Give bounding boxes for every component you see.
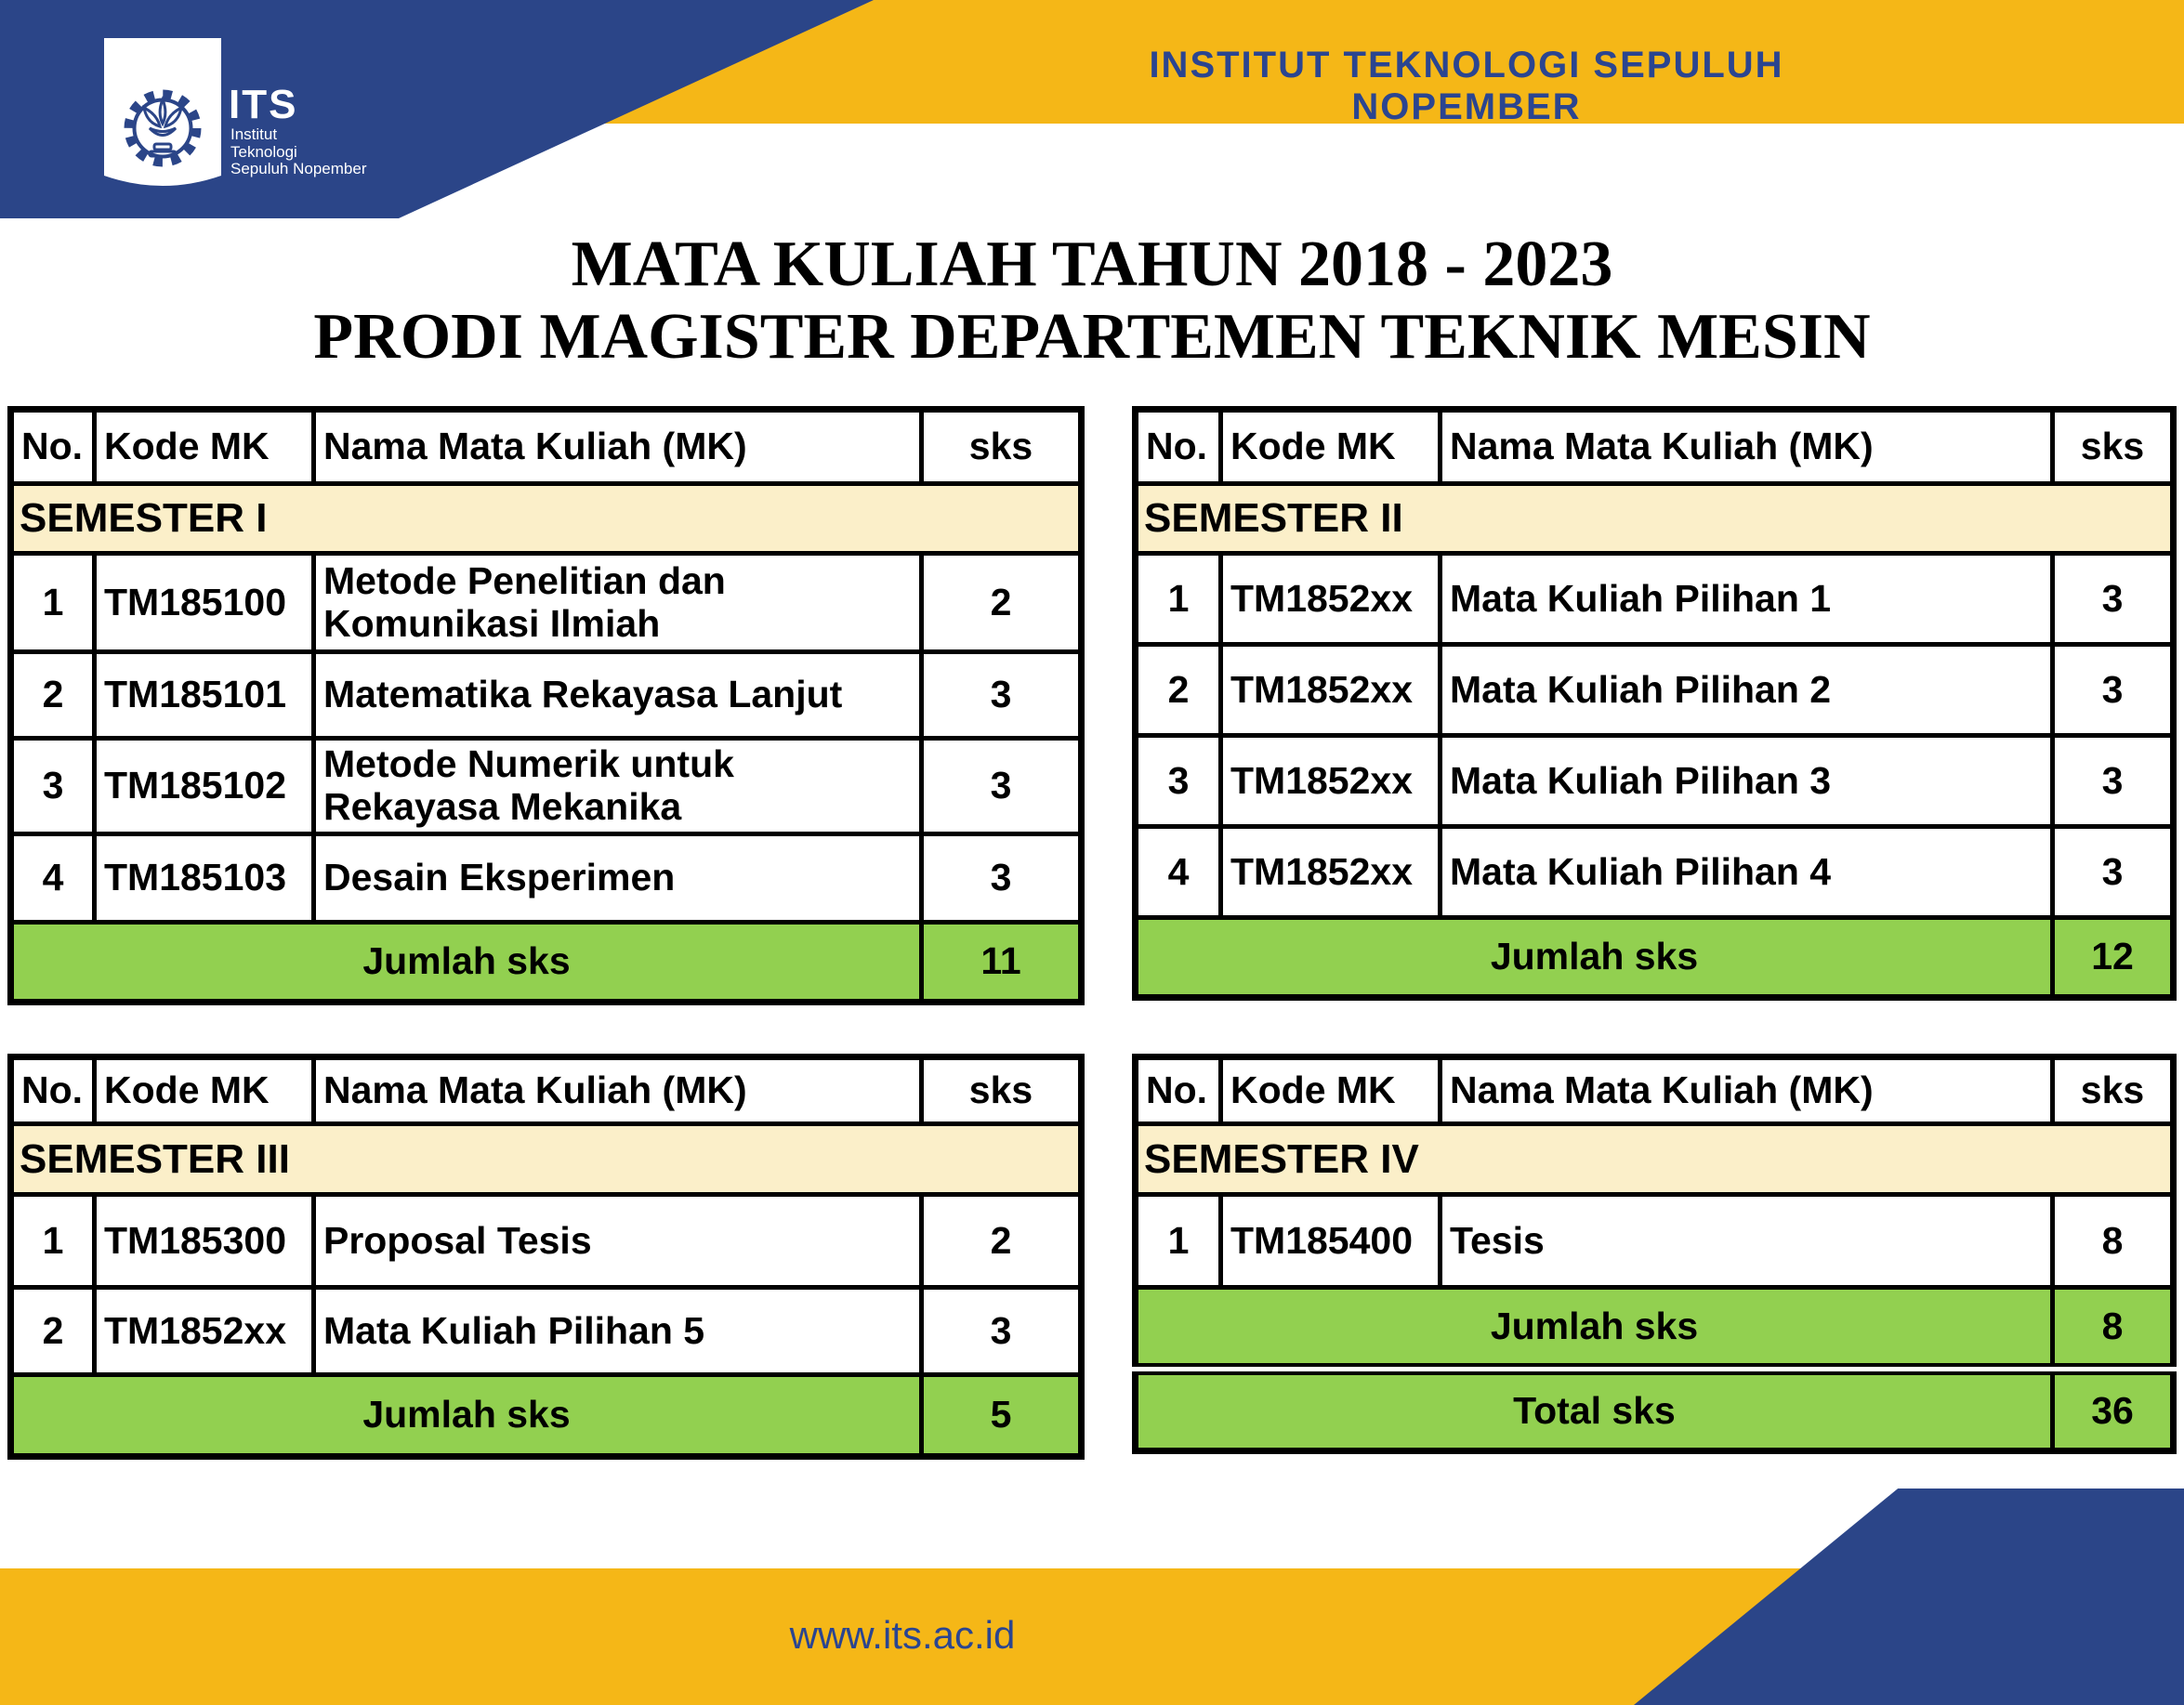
table-row xyxy=(1136,1195,2174,1288)
semester-banner: SEMESTER IV xyxy=(1136,1124,2174,1195)
cell-no: 2 xyxy=(1136,645,1221,736)
col-header-sks: sks xyxy=(2053,1057,2174,1124)
total-row xyxy=(1136,1370,2174,1451)
its-logo-subtitle xyxy=(230,126,366,178)
jumlah-label: Jumlah sks xyxy=(11,1375,922,1457)
col-header-nama: Nama Mata Kuliah (MK) xyxy=(314,410,922,484)
jumlah-value: 5 xyxy=(922,1375,1082,1457)
page-title-line2: PRODI MAGISTER DEPARTEMEN TEKNIK MESIN xyxy=(313,301,1871,373)
col-header-no: No. xyxy=(11,410,95,484)
table-row xyxy=(1136,645,2174,736)
semester-banner-row xyxy=(11,1124,1082,1195)
cell-nama: Matematika Rekayasa Lanjut xyxy=(314,652,922,739)
cell-kode: TM185102 xyxy=(95,739,314,834)
table-row xyxy=(1136,736,2174,827)
page-title xyxy=(0,229,2184,374)
table-semester-4 xyxy=(1132,1054,2177,1454)
cell-no: 4 xyxy=(11,834,95,923)
footer-website-link[interactable]: www.its.ac.id xyxy=(789,1613,1016,1657)
table-row xyxy=(11,739,1082,834)
institute-name: INSTITUT TEKNOLOGI SEPULUH NOPEMBER xyxy=(1149,45,1784,127)
col-header-sks: sks xyxy=(2053,410,2174,484)
semester-banner-row xyxy=(1136,484,2174,554)
cell-kode: TM1852xx xyxy=(1221,554,1441,645)
cell-sks: 3 xyxy=(922,834,1082,923)
cell-kode: TM185400 xyxy=(1221,1195,1441,1288)
jumlah-label: Jumlah sks xyxy=(11,923,922,1003)
cell-nama: Mata Kuliah Pilihan 5 xyxy=(314,1288,922,1375)
cell-nama: Metode Penelitian dan Komunikasi Ilmiah xyxy=(314,554,922,652)
jumlah-row xyxy=(11,1375,1082,1457)
cell-nama: Proposal Tesis xyxy=(314,1195,922,1288)
table-header-row xyxy=(1136,1057,2174,1124)
its-wordmark: ITS xyxy=(229,82,298,127)
cell-nama: Desain Eksperimen xyxy=(314,834,922,923)
its-logo-badge xyxy=(104,38,221,198)
semester-banner-row xyxy=(11,484,1082,554)
cell-no: 1 xyxy=(11,1195,95,1288)
cell-kode: TM1852xx xyxy=(1221,645,1441,736)
semester-banner: SEMESTER III xyxy=(11,1124,1082,1195)
col-header-nama: Nama Mata Kuliah (MK) xyxy=(1441,1057,2053,1124)
table-header-row xyxy=(11,1057,1082,1124)
col-header-no: No. xyxy=(1136,410,1221,484)
cell-nama: Mata Kuliah Pilihan 3 xyxy=(1441,736,2053,827)
cell-nama: Tesis xyxy=(1441,1195,2053,1288)
cell-no: 2 xyxy=(11,652,95,739)
total-value: 36 xyxy=(2053,1370,2174,1451)
col-header-sks: sks xyxy=(922,1057,1082,1124)
cell-sks: 3 xyxy=(2053,827,2174,918)
table-semester-2 xyxy=(1132,406,2177,1001)
table-header-row xyxy=(11,410,1082,484)
col-header-kode: Kode MK xyxy=(95,1057,314,1124)
col-header-kode: Kode MK xyxy=(1221,1057,1441,1124)
semester-banner-row xyxy=(1136,1124,2174,1195)
cell-no: 3 xyxy=(11,739,95,834)
jumlah-row xyxy=(11,923,1082,1003)
cell-kode: TM185300 xyxy=(95,1195,314,1288)
col-header-nama: Nama Mata Kuliah (MK) xyxy=(1441,410,2053,484)
cell-nama: Metode Numerik untuk Rekayasa Mekanika xyxy=(314,739,922,834)
table-row xyxy=(1136,554,2174,645)
page-title-line1: MATA KULIAH TAHUN 2018 - 2023 xyxy=(571,229,1613,300)
cell-sks: 2 xyxy=(922,554,1082,652)
jumlah-label: Jumlah sks xyxy=(1136,918,2053,998)
cell-kode: TM185103 xyxy=(95,834,314,923)
cell-nama: Mata Kuliah Pilihan 4 xyxy=(1441,827,2053,918)
cell-sks: 3 xyxy=(2053,736,2174,827)
jumlah-value: 11 xyxy=(922,923,1082,1003)
its-logo-subtitle-line1: Institut xyxy=(230,125,278,143)
cell-kode: TM1852xx xyxy=(1221,736,1441,827)
col-header-kode: Kode MK xyxy=(1221,410,1441,484)
cell-sks: 3 xyxy=(922,1288,1082,1375)
cell-sks: 2 xyxy=(922,1195,1082,1288)
table-row xyxy=(11,834,1082,923)
table-semester-3 xyxy=(7,1054,1085,1460)
semester-banner: SEMESTER I xyxy=(11,484,1082,554)
cell-no: 3 xyxy=(1136,736,1221,827)
cell-kode: TM185101 xyxy=(95,652,314,739)
cell-no: 2 xyxy=(11,1288,95,1375)
cell-no: 1 xyxy=(11,554,95,652)
cell-kode: TM1852xx xyxy=(95,1288,314,1375)
cell-kode: TM1852xx xyxy=(1221,827,1441,918)
jumlah-value: 8 xyxy=(2053,1288,2174,1370)
col-header-nama: Nama Mata Kuliah (MK) xyxy=(314,1057,922,1124)
col-header-sks: sks xyxy=(922,410,1082,484)
col-header-no: No. xyxy=(1136,1057,1221,1124)
jumlah-row xyxy=(1136,918,2174,998)
cell-no: 1 xyxy=(1136,1195,1221,1288)
table-row xyxy=(11,652,1082,739)
table-row xyxy=(11,1288,1082,1375)
col-header-kode: Kode MK xyxy=(95,410,314,484)
cell-no: 4 xyxy=(1136,827,1221,918)
cell-no: 1 xyxy=(1136,554,1221,645)
jumlah-row xyxy=(1136,1288,2174,1370)
cell-sks: 8 xyxy=(2053,1195,2174,1288)
table-header-row xyxy=(1136,410,2174,484)
cell-sks: 3 xyxy=(922,652,1082,739)
cell-nama: Mata Kuliah Pilihan 2 xyxy=(1441,645,2053,736)
table-row xyxy=(11,554,1082,652)
table-row xyxy=(11,1195,1082,1288)
total-label: Total sks xyxy=(1136,1370,2053,1451)
cell-sks: 3 xyxy=(2053,554,2174,645)
jumlah-label: Jumlah sks xyxy=(1136,1288,2053,1370)
table-semester-1 xyxy=(7,406,1085,1005)
semester-banner: SEMESTER II xyxy=(1136,484,2174,554)
cell-nama: Mata Kuliah Pilihan 1 xyxy=(1441,554,2053,645)
its-logo-subtitle-line3: Sepuluh Nopember xyxy=(230,160,367,177)
table-row xyxy=(1136,827,2174,918)
col-header-no: No. xyxy=(11,1057,95,1124)
cell-sks: 3 xyxy=(2053,645,2174,736)
its-gear-icon xyxy=(129,95,196,162)
cell-sks: 3 xyxy=(922,739,1082,834)
cell-kode: TM185100 xyxy=(95,554,314,652)
jumlah-value: 12 xyxy=(2053,918,2174,998)
its-logo-subtitle-line2: Teknologi xyxy=(230,142,297,161)
